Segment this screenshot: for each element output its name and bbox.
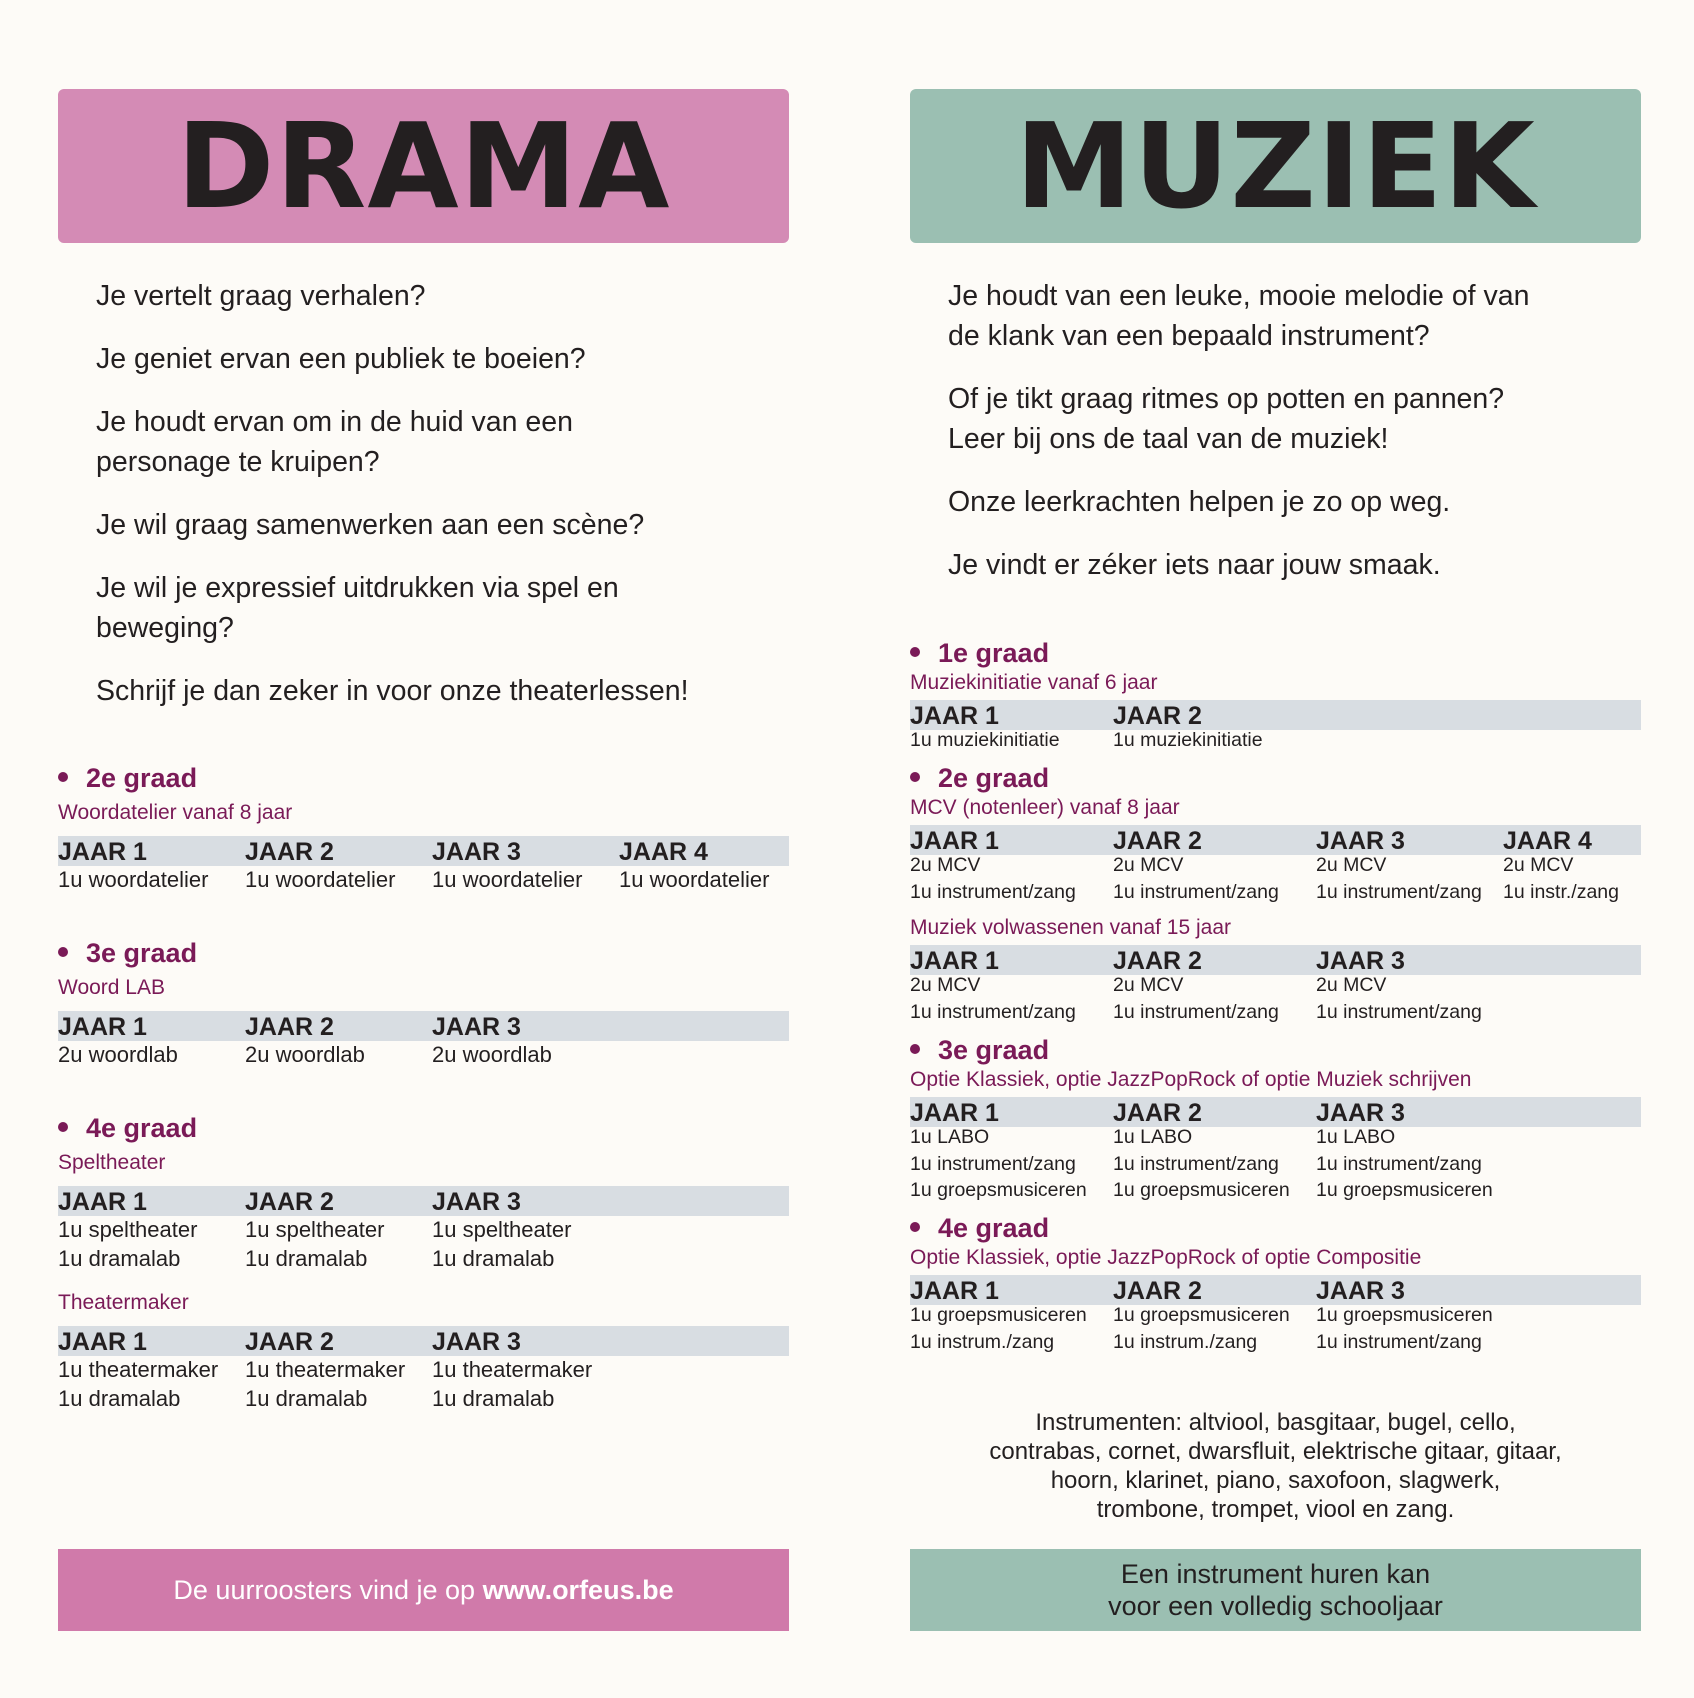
bullet-icon [910,772,920,782]
drama-intro-line: Je vertelt graag verhalen? [96,280,426,312]
year-header: JAAR 3 [1316,947,1405,975]
year-header: JAAR 2 [245,1188,334,1216]
muziek-grade2-heading: 2e graad [910,763,1049,794]
muziek-grade4-subtitle: Optie Klassiek, optie JazzPopRock of optie Compositie [910,1246,1422,1269]
year-header: JAAR 3 [432,838,521,866]
footer-line: voor een volledig schooljaar [1108,1591,1443,1621]
drama-grade4-year-row [58,1186,789,1216]
year-header: JAAR 2 [1113,947,1202,975]
course-cell: 1u woordatelier [432,867,583,892]
drama-grade4-subtitle: Speltheater [58,1151,166,1174]
muziek-grade4-year-row [910,1275,1641,1305]
course-cell: 2u MCV 1u instrument/zang [910,854,1076,903]
course-cell: 1u theatermaker 1u dramalab [245,1357,406,1411]
muziek-intro-line: Je houdt van een leuke, mooie melodie of van [948,280,1530,312]
drama-footer [58,1549,789,1631]
course-cell: 1u speltheater 1u dramalab [58,1217,198,1271]
year-header: JAAR 2 [1113,1277,1202,1305]
drama-intro-line: Je wil graag samenwerken aan een scène? [96,509,645,541]
year-header: JAAR 3 [432,1328,521,1356]
muziek-grade1-year-row [910,700,1641,730]
muziek-title: MUZIEK [1015,97,1536,235]
bullet-icon [58,1122,68,1132]
course-cell: 2u MCV 1u instrument/zang [1113,854,1279,903]
muziek-intro-line: Onze leerkrachten helpen je zo op weg. [948,486,1451,518]
muziek-grade2-subtitle2: Muziek volwassenen vanaf 15 jaar [910,916,1232,939]
course-cell: 1u woordatelier [58,867,209,892]
bullet-icon [58,772,68,782]
year-header: JAAR 2 [1113,702,1202,730]
course-cell: 1u LABO 1u instrument/zang 1u groepsmusiceren [910,1126,1087,1201]
course-cell: 1u groepsmusiceren 1u instrument/zang [1316,1304,1493,1353]
year-header: JAAR 1 [910,1099,999,1127]
drama-grade2-year-row [58,836,789,866]
muziek-grade4-heading: 4e graad [910,1213,1049,1244]
course-cell: 1u theatermaker 1u dramalab [58,1357,219,1411]
drama-grade3-year-row [58,1011,789,1041]
muziek-grade3-subtitle: Optie Klassiek, optie JazzPopRock of optie Muziek schrijven [910,1068,1472,1091]
muziek-intro-line: Leer bij ons de taal van de muziek! [948,423,1389,455]
course-cell: 1u theatermaker 1u dramalab [432,1357,593,1411]
year-header: JAAR 2 [245,1013,334,1041]
bullet-icon [910,647,920,657]
course-cell: 2u MCV 1u instrument/zang [1316,854,1482,903]
course-cell: 2u MCV 1u instrument/zang [1113,974,1279,1023]
muziek-intro-line: Of je tikt graag ritmes op potten en pannen? [948,383,1505,415]
course-cell: 1u speltheater 1u dramalab [245,1217,385,1271]
bullet-icon [910,1044,920,1054]
course-cell: 1u muziekinitiatie [910,729,1060,751]
year-header: JAAR 3 [1316,1099,1405,1127]
website-link[interactable]: www.orfeus.be [482,1574,674,1605]
drama-banner [58,89,789,243]
course-cell: 2u woordlab [58,1042,178,1067]
muziek-footer [910,1549,1641,1631]
drama-intro-line: beweging? [96,612,234,644]
year-header: JAAR 1 [58,1328,147,1356]
year-header: JAAR 3 [432,1013,521,1041]
drama-title: DRAMA [176,97,671,235]
year-header: JAAR 4 [1503,827,1592,855]
drama-intro-line: Je geniet ervan een publiek te boeien? [96,343,586,375]
course-cell: 1u LABO 1u instrument/zang 1u groepsmusiceren [1316,1126,1493,1201]
year-header: JAAR 1 [58,1188,147,1216]
year-header: JAAR 1 [910,827,999,855]
drama-intro-line: Je wil je expressief uitdrukken via spel en [96,572,619,604]
year-header: JAAR 1 [910,1277,999,1305]
year-header: JAAR 1 [910,947,999,975]
muziek-banner [910,89,1641,243]
drama-intro-line: Schrijf je dan zeker in voor onze theaterlessen! [96,675,689,707]
drama-intro-line: Je houdt ervan om in de huid van een [96,406,573,438]
course-cell: 2u MCV 1u instrument/zang [1316,974,1482,1023]
muziek-grade3-heading: 3e graad [910,1035,1049,1066]
drama-grade4-heading: 4e graad [58,1113,197,1144]
year-header: JAAR 1 [58,1013,147,1041]
drama-intro-line: personage te kruipen? [96,446,380,478]
muziek-intro-line: Je vindt er zéker iets naar jouw smaak. [948,549,1441,581]
course-cell: 1u woordatelier [245,867,396,892]
course-cell: 2u MCV 1u instr./zang [1503,854,1619,903]
drama-grade4-year-row2 [58,1326,789,1356]
muziek-grade1-subtitle: Muziekinitiatie vanaf 6 jaar [910,671,1158,694]
drama-grade3-subtitle: Woord LAB [58,976,165,999]
course-cell: 1u speltheater 1u dramalab [432,1217,572,1271]
course-cell: 1u groepsmusiceren 1u instrum./zang [910,1304,1087,1353]
year-header: JAAR 3 [1316,1277,1405,1305]
muziek-grade2-year-row [910,825,1641,855]
year-header: JAAR 2 [1113,827,1202,855]
muziek-grade2-year-row2 [910,945,1641,975]
instruments-list: Instrumenten: altviool, basgitaar, bugel, cello, contrabas, cornet, dwarsfluit, elektrische gitaar, gitaar, hoorn, klarinet, piano, saxofoon, slagwerk, trombone, trompet, viool en zang. [989,1409,1562,1523]
footer-text: De uurroosters vind je op [173,1574,483,1605]
year-header: JAAR 3 [432,1188,521,1216]
drama-grade2-subtitle: Woordatelier vanaf 8 jaar [58,801,293,824]
course-cell: 2u woordlab [245,1042,365,1067]
course-cell: 1u muziekinitiatie [1113,729,1263,751]
muziek-grade2-subtitle: MCV (notenleer) vanaf 8 jaar [910,796,1180,819]
year-header: JAAR 3 [1316,827,1405,855]
bullet-icon [910,1222,920,1232]
year-header: JAAR 2 [1113,1099,1202,1127]
muziek-intro-line: de klank van een bepaald instrument? [948,320,1430,352]
year-header: JAAR 1 [910,702,999,730]
year-header: JAAR 2 [245,838,334,866]
bullet-icon [58,947,68,957]
drama-grade2-heading: 2e graad [58,763,197,794]
year-header: JAAR 2 [245,1328,334,1356]
course-cell: 1u woordatelier [619,867,770,892]
course-cell: 1u LABO 1u instrument/zang 1u groepsmusiceren [1113,1126,1290,1201]
drama-grade3-heading: 3e graad [58,938,197,969]
year-header: JAAR 1 [58,838,147,866]
year-header: JAAR 4 [619,838,708,866]
footer-line: Een instrument huren kan [1120,1559,1431,1589]
course-cell: 1u groepsmusiceren 1u instrum./zang [1113,1304,1290,1353]
course-cell: 2u woordlab [432,1042,552,1067]
muziek-grade1-heading: 1e graad [910,638,1049,669]
course-cell: 2u MCV 1u instrument/zang [910,974,1076,1023]
muziek-grade3-year-row [910,1097,1641,1127]
drama-grade4-subtitle2: Theatermaker [58,1291,189,1314]
